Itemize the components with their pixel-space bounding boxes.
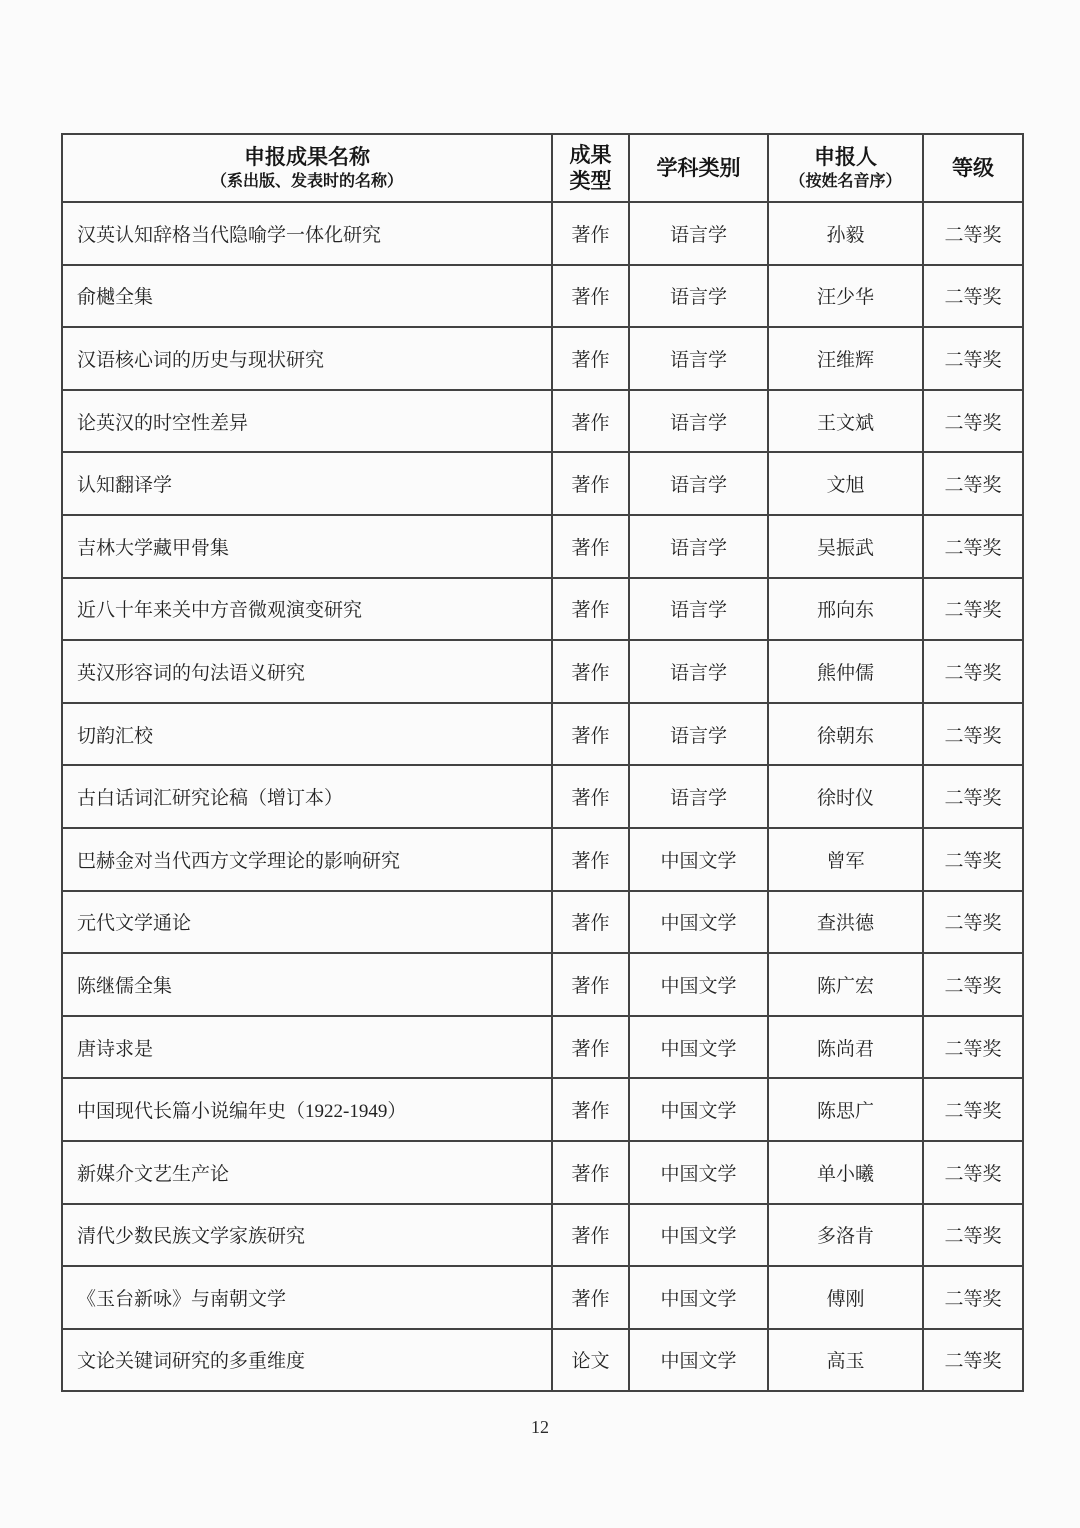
cell-subject-category: 语言学 (629, 765, 768, 828)
cell-applicant: 王文斌 (768, 390, 923, 453)
header-applicant-title: 申报人 (814, 144, 877, 169)
table-row (62, 703, 1023, 766)
table-row (62, 452, 1023, 515)
cell-achievement-name: 古白话词汇研究论稿（增订本） (62, 765, 552, 828)
cell-subject-category: 语言学 (629, 327, 768, 390)
cell-achievement-name: 唐诗求是 (62, 1016, 552, 1079)
cell-achievement-type: 著作 (552, 578, 629, 641)
table-row (62, 265, 1023, 328)
table-row (62, 578, 1023, 641)
cell-achievement-type: 著作 (552, 828, 629, 891)
cell-achievement-name: 切韵汇校 (62, 703, 552, 766)
table-row (62, 1141, 1023, 1204)
cell-subject-category: 语言学 (629, 640, 768, 703)
cell-achievement-name: 英汉形容词的句法语义研究 (62, 640, 552, 703)
cell-applicant: 吴振武 (768, 515, 923, 578)
table-row (62, 1078, 1023, 1141)
table-row (62, 828, 1023, 891)
cell-achievement-name: 元代文学通论 (62, 891, 552, 954)
header-achievement-type (552, 134, 629, 202)
cell-subject-category: 中国文学 (629, 953, 768, 1016)
header-subject-category-title: 学科类别 (656, 155, 741, 180)
cell-achievement-type: 著作 (552, 953, 629, 1016)
header-grade (923, 134, 1023, 202)
table-row (62, 515, 1023, 578)
cell-applicant: 查洪德 (768, 891, 923, 954)
cell-applicant: 多洛肯 (768, 1204, 923, 1267)
cell-subject-category: 语言学 (629, 703, 768, 766)
cell-applicant: 陈广宏 (768, 953, 923, 1016)
cell-achievement-type: 著作 (552, 1204, 629, 1267)
awards-table (61, 133, 1024, 1392)
cell-achievement-type: 著作 (552, 390, 629, 453)
header-applicant-subtitle: （按姓名音序） (789, 173, 902, 191)
table-row (62, 202, 1023, 265)
table-row (62, 1016, 1023, 1079)
header-achievement-name-subtitle: （系出版、发表时的名称） (210, 173, 403, 191)
cell-achievement-name: 巴赫金对当代西方文学理论的影响研究 (62, 828, 552, 891)
table-row (62, 1204, 1023, 1267)
cell-subject-category: 语言学 (629, 578, 768, 641)
cell-achievement-name: 认知翻译学 (62, 452, 552, 515)
cell-grade: 二等奖 (923, 1078, 1023, 1141)
cell-subject-category: 中国文学 (629, 1016, 768, 1079)
cell-achievement-type: 著作 (552, 765, 629, 828)
table-row (62, 1266, 1023, 1329)
cell-achievement-name: 陈继儒全集 (62, 953, 552, 1016)
cell-applicant: 邢向东 (768, 578, 923, 641)
cell-grade: 二等奖 (923, 703, 1023, 766)
cell-subject-category: 语言学 (629, 202, 768, 265)
cell-grade: 二等奖 (923, 1204, 1023, 1267)
awards-table-body (62, 202, 1023, 1391)
cell-achievement-name: 新媒介文艺生产论 (62, 1141, 552, 1204)
header-grade-title: 等级 (952, 155, 994, 180)
cell-subject-category: 中国文学 (629, 1078, 768, 1141)
header-achievement-name-title: 申报成果名称 (244, 144, 370, 169)
cell-grade: 二等奖 (923, 578, 1023, 641)
cell-grade: 二等奖 (923, 265, 1023, 328)
cell-achievement-name: 汉语核心词的历史与现状研究 (62, 327, 552, 390)
cell-subject-category: 中国文学 (629, 1141, 768, 1204)
cell-grade: 二等奖 (923, 828, 1023, 891)
header-achievement-name (62, 134, 552, 202)
table-row (62, 640, 1023, 703)
cell-subject-category: 中国文学 (629, 1204, 768, 1267)
cell-grade: 二等奖 (923, 891, 1023, 954)
cell-achievement-type: 著作 (552, 265, 629, 328)
cell-applicant: 孙毅 (768, 202, 923, 265)
cell-applicant: 熊仲儒 (768, 640, 923, 703)
cell-subject-category: 中国文学 (629, 1266, 768, 1329)
cell-achievement-name: 清代少数民族文学家族研究 (62, 1204, 552, 1267)
cell-applicant: 陈思广 (768, 1078, 923, 1141)
page-number: 12 (531, 1417, 549, 1437)
cell-applicant: 傅刚 (768, 1266, 923, 1329)
cell-grade: 二等奖 (923, 640, 1023, 703)
cell-grade: 二等奖 (923, 953, 1023, 1016)
cell-grade: 二等奖 (923, 327, 1023, 390)
table-row (62, 891, 1023, 954)
cell-achievement-type: 著作 (552, 1141, 629, 1204)
cell-subject-category: 语言学 (629, 515, 768, 578)
awards-table-header (62, 134, 1023, 202)
cell-subject-category: 中国文学 (629, 828, 768, 891)
cell-grade: 二等奖 (923, 390, 1023, 453)
cell-achievement-name: 文论关键词研究的多重维度 (62, 1329, 552, 1392)
cell-subject-category: 中国文学 (629, 891, 768, 954)
cell-achievement-name: 汉英认知辞格当代隐喻学一体化研究 (62, 202, 552, 265)
cell-achievement-type: 著作 (552, 327, 629, 390)
cell-subject-category: 语言学 (629, 452, 768, 515)
cell-achievement-type: 著作 (552, 202, 629, 265)
cell-applicant: 汪维辉 (768, 327, 923, 390)
table-row (62, 765, 1023, 828)
cell-grade: 二等奖 (923, 1141, 1023, 1204)
cell-achievement-type: 著作 (552, 1078, 629, 1141)
cell-achievement-type: 论文 (552, 1329, 629, 1392)
cell-achievement-name: 俞樾全集 (62, 265, 552, 328)
cell-achievement-type: 著作 (552, 703, 629, 766)
cell-achievement-name: 中国现代长篇小说编年史（1922-1949） (62, 1078, 552, 1141)
cell-grade: 二等奖 (923, 452, 1023, 515)
cell-subject-category: 语言学 (629, 390, 768, 453)
cell-grade: 二等奖 (923, 765, 1023, 828)
cell-applicant: 文旭 (768, 452, 923, 515)
cell-applicant: 高玉 (768, 1329, 923, 1392)
cell-applicant: 单小曦 (768, 1141, 923, 1204)
header-applicant (768, 134, 923, 202)
header-achievement-type-line2: 类型 (569, 169, 612, 193)
cell-grade: 二等奖 (923, 1266, 1023, 1329)
header-row (62, 134, 1023, 202)
cell-achievement-name: 近八十年来关中方音微观演变研究 (62, 578, 552, 641)
cell-achievement-type: 著作 (552, 1266, 629, 1329)
cell-applicant: 徐时仪 (768, 765, 923, 828)
cell-grade: 二等奖 (923, 515, 1023, 578)
cell-grade: 二等奖 (923, 202, 1023, 265)
cell-achievement-type: 著作 (552, 1016, 629, 1079)
cell-achievement-type: 著作 (552, 891, 629, 954)
cell-applicant: 曾军 (768, 828, 923, 891)
table-row (62, 953, 1023, 1016)
cell-applicant: 徐朝东 (768, 703, 923, 766)
table-row (62, 327, 1023, 390)
cell-applicant: 陈尚君 (768, 1016, 923, 1079)
cell-applicant: 汪少华 (768, 265, 923, 328)
cell-achievement-name: 吉林大学藏甲骨集 (62, 515, 552, 578)
cell-achievement-type: 著作 (552, 640, 629, 703)
cell-subject-category: 语言学 (629, 265, 768, 328)
cell-achievement-name: 《玉台新咏》与南朝文学 (62, 1266, 552, 1329)
header-subject-category (629, 134, 768, 202)
header-achievement-type-line1: 成果 (569, 142, 612, 167)
cell-grade: 二等奖 (923, 1329, 1023, 1392)
cell-subject-category: 中国文学 (629, 1329, 768, 1392)
cell-achievement-type: 著作 (552, 452, 629, 515)
cell-grade: 二等奖 (923, 1016, 1023, 1079)
table-row (62, 1329, 1023, 1392)
cell-achievement-type: 著作 (552, 515, 629, 578)
cell-achievement-name: 论英汉的时空性差异 (62, 390, 552, 453)
table-row (62, 390, 1023, 453)
